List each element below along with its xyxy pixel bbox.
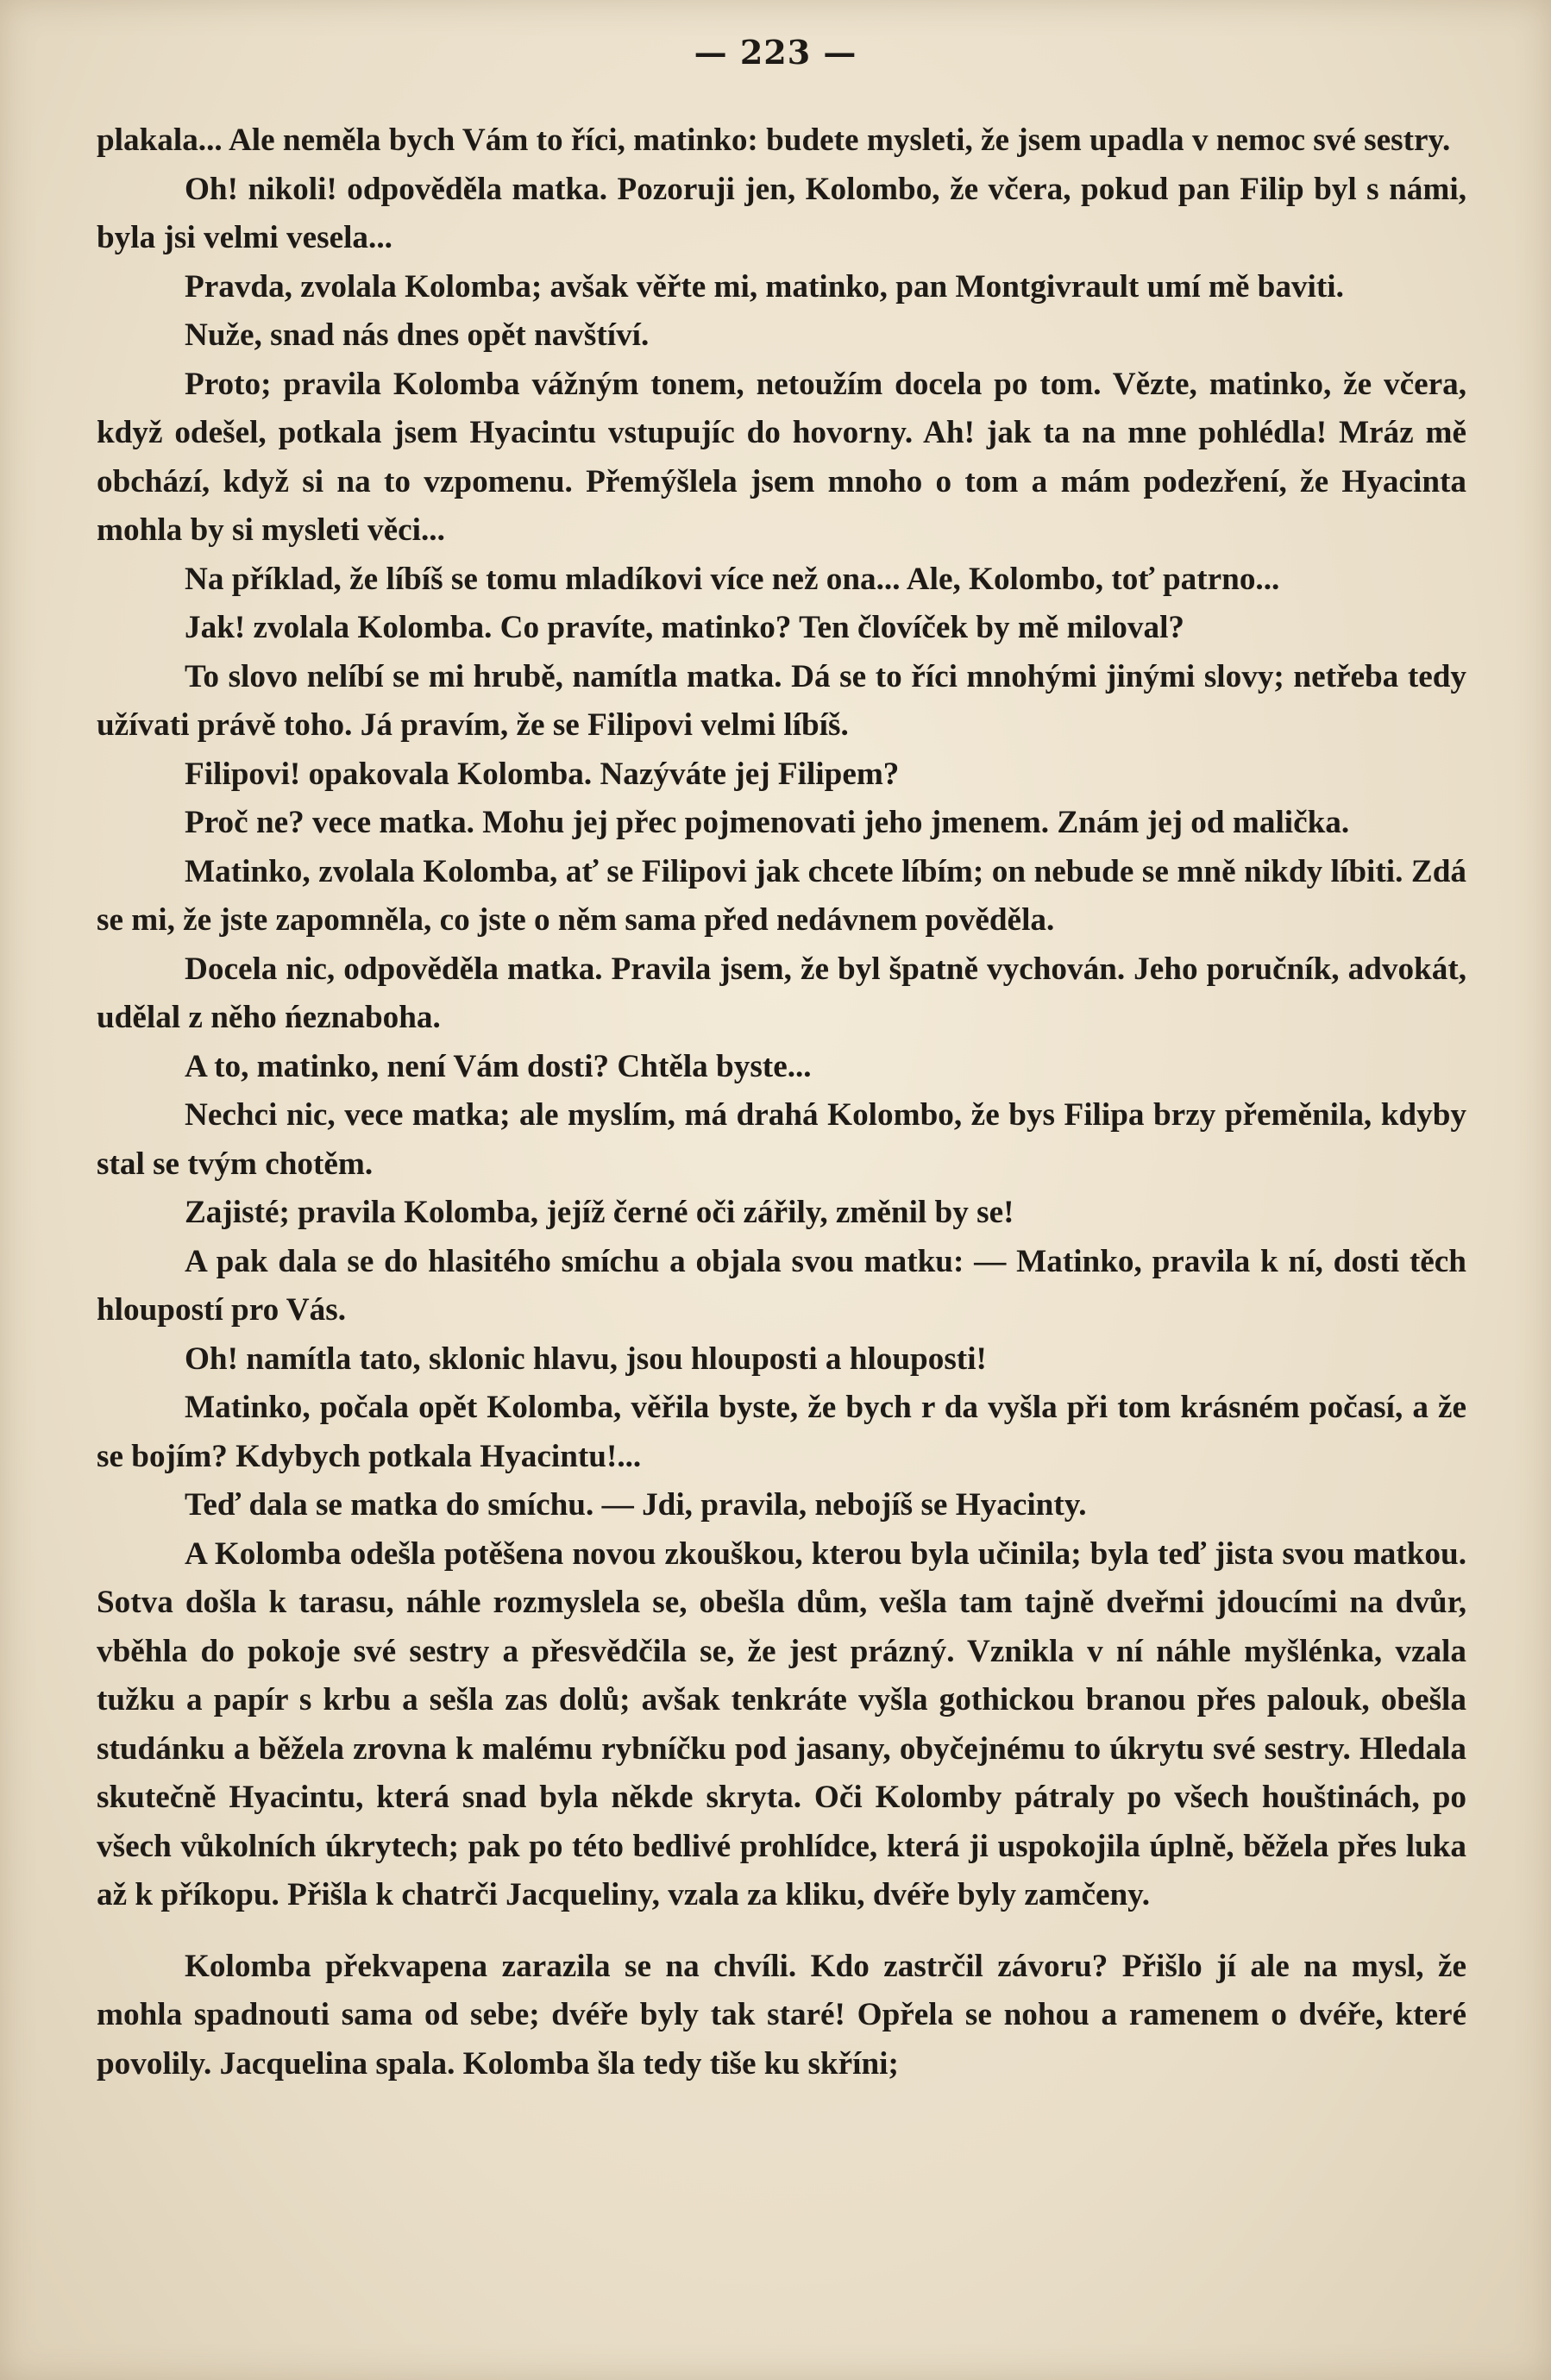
paragraph-1: plakala... Ale neměla bych Vám to říci, matinko: budete mysleti, že jsem upadla v nemoc své sestry. <box>97 122 1451 158</box>
paragraph-8: To slovo nelíbí se mi hrubě, namítla matka. Dá se to říci mnohými jinými slovy; netřeba tedy užívati právě toho. Já pravím, že se Filipovi velmi líbíš. <box>97 658 1466 743</box>
paragraph-18: Matinko, počala opět Kolomba, věřila byste, že bych r da vyšla při tom krásném počasí, a že se bojím? Kdybych potkala Hyacintu!... <box>97 1390 1466 1474</box>
page-number: — 223 — <box>694 33 857 72</box>
paragraph-17: Oh! namítla tato, sklonic hlavu, jsou hlouposti a hlouposti! <box>185 1341 987 1377</box>
paragraph-21: Kolomba překvapena zarazila se na chvíli. Kdo zastrčil závoru? Přišlo jí ale na mysl, že mohla spadnouti sama od sebe; dvéře byly tak staré! Opřela se nohou a ramenem o dvéře, které povolily. Jacquelina spala. Kolomba šla tedy tiše ku skříni; <box>97 1948 1466 2082</box>
paragraph-13: A to, matinko, není Vám dosti? Chtěla byste... <box>185 1048 812 1084</box>
paragraph-11: Matinko, zvolala Kolomba, ať se Filipovi jak chcete líbím; on nebude se mně nikdy líbiti. Zdá se mi, že jste zapomněla, co jste o něm sama před nedávnem pověděla. <box>97 853 1466 938</box>
text-body <box>97 116 1466 2088</box>
paragraph-2: Oh! nikoli! odpověděla matka. Pozoruji jen, Kolombo, že včera, pokud pan Filip byl s námi, byla jsi velmi vesela... <box>97 171 1466 255</box>
paragraph-3: Pravda, zvolala Kolomba; avšak věřte mi, matinko, pan Montgivrault umí mě baviti. <box>185 268 1344 305</box>
paragraph-9: Filipovi! opakovala Kolomba. Nazýváte jej Filipem? <box>185 756 900 792</box>
paragraph-10: Proč ne? vece matka. Mohu jej přec pojmenovati jeho jmenem. Znám jej od malička. <box>185 805 1350 840</box>
paragraph-20: A Kolomba odešla potěšena novou zkouškou, kterou byla učinila; byla teď jista svou matkou. Sotva došla k tarasu, náhle rozmyslela se, obešla dům, vešla tam tajně dveřmi jdoucími na dvůr, vběhla do pokoje své sestry a přesvědčila se, že jest prázný. Vznikla v ní náhle myšlénka, vzala tužku a papír s krbu a sešla zas dolů; avšak tenkráte vyšla gothickou branou přes palouk, obešla studánku a běžela zrovna k malému rybníčku pod jasany, obyčejnému to úkrytu své sestry. Hledala skutečně Hyacintu, která snad byla někde skryta. Oči Kolomby pátraly po všech houštinách, po všech vůkolních úkrytech; pak po této bedlivé prohlídce, která ji uspokojila úplně, běžela přes luka až k příkopu. Přišla k chatrči Jacqueliny, vzala za kliku, dvéře byly zamčeny. <box>97 1535 1466 1912</box>
paragraph-14: Nechci nic, vece matka; ale myslím, má drahá Kolombo, že bys Filipa brzy přeměnila, kdyby stal se tvým chotěm. <box>97 1097 1466 1182</box>
paragraph-15: Zajisté; pravila Kolomba, jejíž černé oči zářily, změnil by se! <box>185 1195 1014 1230</box>
paragraph-12: Docela nic, odpověděla matka. Pravila jsem, že byl špatně vychován. Jeho poručník, advokát, udělal z něho ńeznaboha. <box>97 951 1466 1035</box>
paragraph-6: Na příklad, že líbíš se tomu mladíkovi více než ona... Ale, Kolombo, toť patrno... <box>185 561 1280 597</box>
paragraph-4: Nuže, snad nás dnes opět navštíví. <box>185 317 650 353</box>
paragraph-5: Proto; pravila Kolomba vážným tonem, netoužím docela po tom. Vězte, matinko, že včera, když odešel, potkala jsem Hyacintu vstupujíc do hovorny. Ah! jak ta na mne pohlédla! Mráz mě obchází, když si na to vzpomenu. Přemýšlela jsem mnoho o tom a mám podezření, že Hyacinta mohla by si mysleti věci... <box>97 366 1466 548</box>
paragraph-7: Jak! zvolala Kolomba. Co pravíte, matinko? Ten človíček by mě miloval? <box>185 610 1185 645</box>
paragraph-16: A pak dala se do hlasitého smíchu a objala svou matku: — Matinko, pravila k ní, dosti těch hloupostí pro Vás. <box>97 1243 1466 1328</box>
paragraph-19: Teď dala se matka do smíchu. — Jdi, pravila, nebojíš se Hyacinty. <box>185 1487 1087 1523</box>
